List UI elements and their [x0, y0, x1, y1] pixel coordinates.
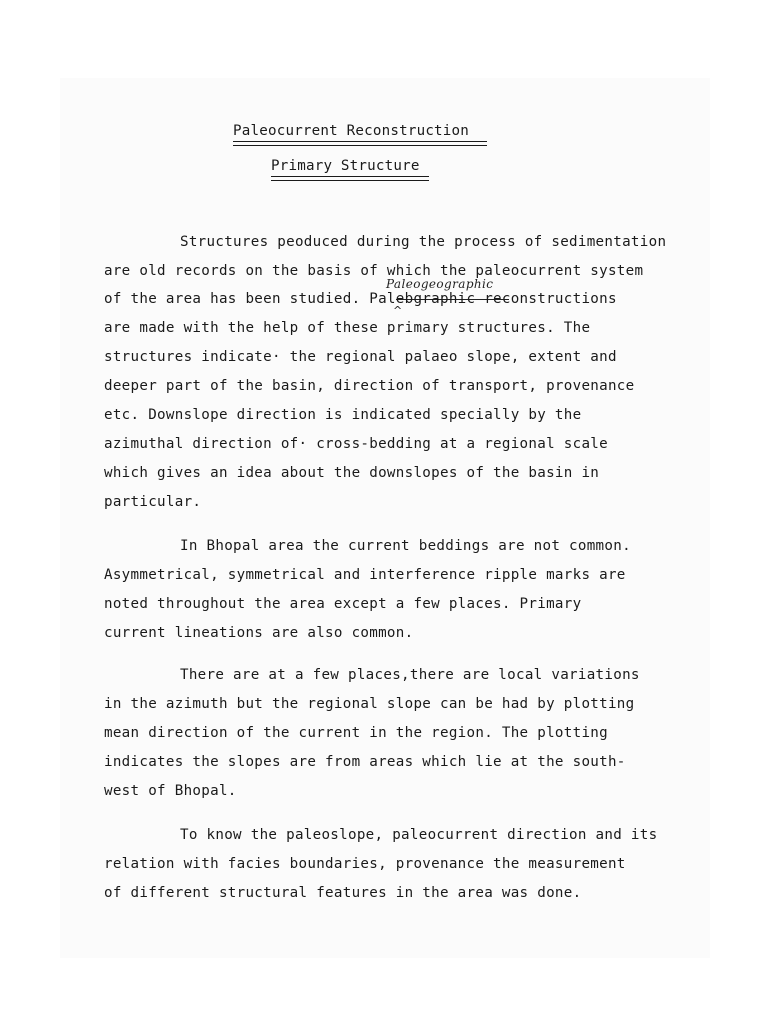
paragraph-2-line-4: current lineations are also common.: [104, 625, 414, 641]
subtitle-underline-2: [271, 180, 429, 181]
paragraph-3-line-3: mean direction of the current in the region. The plotting: [104, 725, 608, 741]
paragraph-3-line-2: in the azimuth but the regional slope can be had by plotting: [104, 696, 635, 712]
paragraph-1-line-8: azimuthal direction of· cross-bedding at a regional scale: [104, 436, 608, 452]
paragraph-2-line-1: In Bhopal area the current beddings are not common.: [180, 538, 631, 554]
paragraph-3-line-1: There are at a few places,there are local variations: [180, 667, 640, 683]
paragraph-1-line-5: structures indicate· the regional palaeo slope, extent and: [104, 349, 617, 365]
paragraph-1-line-2: are old records on the basis of which the paleocurrent system: [104, 263, 644, 279]
subtitle-underline-1: [271, 176, 429, 177]
paragraph-2-line-3: noted throughout the area except a few places. Primary: [104, 596, 582, 612]
paragraph-1-line-9: which gives an idea about the downslopes of the basin in: [104, 465, 600, 481]
document-title: Paleocurrent Reconstruction: [233, 123, 470, 139]
title-underline-2: [233, 145, 487, 146]
paragraph-4-line-2: relation with facies boundaries, provenance the measurement: [104, 856, 626, 872]
document-subtitle: Primary Structure: [271, 158, 420, 174]
paragraph-1-line-10: particular.: [104, 494, 202, 510]
paragraph-3-line-4: indicates the slopes are from areas which lie at the south-: [104, 754, 626, 770]
handwritten-correction: Paleogeographic: [386, 277, 494, 291]
paragraph-1-line-4: are made with the help of these primary structures. The: [104, 320, 591, 336]
paragraph-1-line-7: etc. Downslope direction is indicated specially by the: [104, 407, 582, 423]
title-underline-1: [233, 141, 487, 142]
paragraph-3-line-5: west of Bhopal.: [104, 783, 237, 799]
paragraph-2-line-2: Asymmetrical, symmetrical and interference ripple marks are: [104, 567, 626, 583]
paragraph-1-line-3: of the area has been studied. Palebgraphic reconstructions: [104, 291, 617, 307]
paragraph-1-line-1: Structures peoduced during the process of sedimentation: [180, 234, 667, 250]
paragraph-4-line-1: To know the paleoslope, paleocurrent direction and its: [180, 827, 658, 843]
paragraph-4-line-3: of different structural features in the area was done.: [104, 885, 582, 901]
paragraph-1-line-6: deeper part of the basin, direction of transport, provenance: [104, 378, 635, 394]
insertion-caret-icon: ^: [393, 304, 403, 317]
